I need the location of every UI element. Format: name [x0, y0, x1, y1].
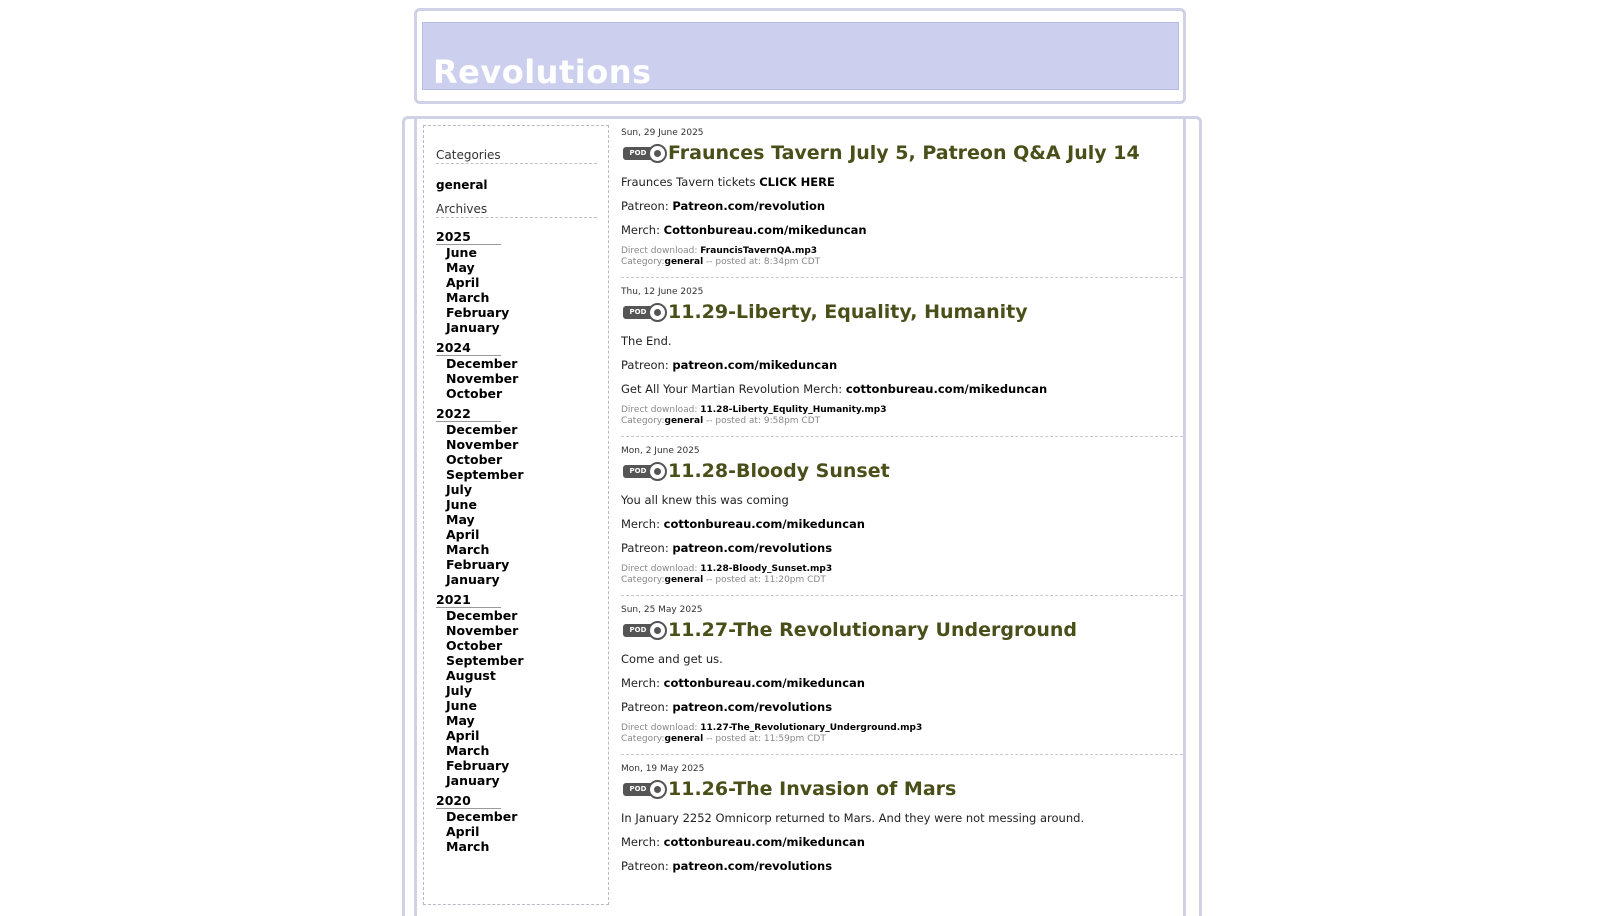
post-link[interactable]: CLICK HERE: [759, 175, 835, 189]
archive-month-link[interactable]: September: [446, 467, 524, 482]
post: [621, 287, 1183, 437]
post-line-text: Merch:: [621, 676, 664, 690]
archive-month-link[interactable]: May: [446, 713, 475, 728]
archive-month-link[interactable]: February: [446, 557, 510, 572]
archive-month-link[interactable]: February: [446, 758, 510, 773]
archive-month-link[interactable]: September: [446, 653, 524, 668]
post-title[interactable]: 11.26-The Invasion of Mars: [668, 778, 957, 800]
post-line-text: Patreon:: [621, 358, 673, 372]
post-link[interactable]: patreon.com/revolutions: [672, 700, 833, 714]
post-line-text: Fraunces Tavern tickets: [621, 175, 760, 189]
post-title-row: [621, 617, 1183, 643]
archive-month-link[interactable]: December: [446, 422, 518, 437]
posts-list: [621, 128, 1183, 892]
download-label: Direct download:: [621, 723, 701, 733]
archive-month-link[interactable]: July: [446, 482, 472, 497]
archive-month-link[interactable]: February: [446, 305, 510, 320]
archive-year-link[interactable]: 2024: [436, 341, 501, 356]
post-title[interactable]: Fraunces Tavern July 5, Patreon Q&A July 14: [668, 142, 1140, 164]
archive-month-link[interactable]: April: [446, 728, 480, 743]
post-text-line: [621, 517, 1183, 532]
download-line: [621, 246, 1183, 257]
archive-month-link[interactable]: November: [446, 437, 519, 452]
archive-month-link[interactable]: October: [446, 452, 503, 467]
pod-label: POD: [623, 147, 653, 160]
post-text-line: [621, 676, 1183, 691]
archive-month-link[interactable]: March: [446, 839, 490, 854]
post-line-text: Patreon:: [621, 859, 673, 873]
post-link[interactable]: cottonbureau.com/mikeduncan: [663, 835, 865, 849]
category-link[interactable]: general: [664, 257, 704, 267]
post: [621, 128, 1183, 278]
archive-month-link[interactable]: March: [446, 542, 490, 557]
archives-heading: Archives: [436, 202, 597, 218]
download-label: Direct download:: [621, 246, 701, 256]
category-link[interactable]: general: [664, 734, 704, 744]
post-link[interactable]: Patreon.com/revolution: [672, 199, 826, 213]
post-line-text: Merch:: [621, 835, 664, 849]
category-link-general[interactable]: general: [436, 178, 488, 192]
speaker-icon: [648, 780, 667, 799]
download-link[interactable]: 11.28-Liberty_Equlity_Humanity.mp3: [700, 405, 887, 415]
post-text-line: [621, 223, 1183, 238]
category-label: Category:: [621, 416, 665, 426]
download-link[interactable]: FrauncisTavernQA.mp3: [700, 246, 818, 256]
archive-year-link[interactable]: 2022: [436, 407, 501, 422]
post-text-line: [621, 334, 1183, 349]
posted-time: -- posted at: 11:59pm CDT: [703, 734, 826, 744]
post-text-line: [621, 835, 1183, 850]
category-link[interactable]: general: [664, 575, 704, 585]
archive-month-link[interactable]: May: [446, 512, 475, 527]
post-date: Thu, 12 June 2025: [621, 287, 704, 297]
archive-month-link[interactable]: April: [446, 275, 480, 290]
download-link[interactable]: 11.28-Bloody_Sunset.mp3: [700, 564, 833, 574]
sidebar: [423, 125, 609, 905]
post-line-text: Patreon:: [621, 199, 673, 213]
post-line-text: Merch:: [621, 223, 664, 237]
archive-month-link[interactable]: August: [446, 668, 496, 683]
speaker-icon: [648, 462, 667, 481]
pod-label: POD: [623, 306, 653, 319]
archive-month-link[interactable]: October: [446, 638, 503, 653]
post-title[interactable]: 11.29-Liberty, Equality, Humanity: [668, 301, 1028, 323]
post-text-line: [621, 382, 1183, 397]
archive-month-link[interactable]: April: [446, 527, 480, 542]
categories-heading: Categories: [436, 148, 597, 164]
post-link[interactable]: patreon.com/revolutions: [672, 541, 833, 555]
post-text-line: [621, 859, 1183, 874]
podcast-icon[interactable]: [621, 143, 665, 163]
site-title[interactable]: Revolutions: [433, 53, 652, 91]
speaker-icon: [648, 303, 667, 322]
post-text-line: [621, 175, 1183, 190]
category-line: [621, 575, 1183, 586]
category-line: [621, 257, 1183, 268]
archive-month-link[interactable]: November: [446, 623, 519, 638]
download-line: [621, 564, 1183, 575]
archive-month-link[interactable]: March: [446, 743, 490, 758]
post-date: Mon, 19 May 2025: [621, 764, 705, 774]
post-title[interactable]: 11.27-The Revolutionary Underground: [668, 619, 1078, 641]
speaker-icon: [648, 144, 667, 163]
archive-month-link[interactable]: June: [446, 245, 477, 260]
category-label: Category:: [621, 257, 665, 267]
archive-month-link[interactable]: June: [446, 698, 477, 713]
post-date: Sun, 25 May 2025: [621, 605, 703, 615]
download-link[interactable]: 11.27-The_Revolutionary_Underground.mp3: [700, 723, 923, 733]
posted-time: -- posted at: 9:58pm CDT: [703, 416, 821, 426]
pod-label: POD: [623, 465, 653, 478]
archive-month-link[interactable]: June: [446, 497, 477, 512]
category-line: [621, 416, 1183, 427]
podcast-icon[interactable]: [621, 302, 665, 322]
posted-time: -- posted at: 11:20pm CDT: [703, 575, 826, 585]
post-line-text: Patreon:: [621, 541, 673, 555]
archive-month-link[interactable]: October: [446, 386, 503, 401]
post-text-line: [621, 541, 1183, 556]
category-label: Category:: [621, 575, 665, 585]
post-date: Mon, 2 June 2025: [621, 446, 700, 456]
post-line-text: The End.: [621, 334, 672, 348]
category-label: Category:: [621, 734, 665, 744]
post-link[interactable]: cottonbureau.com/mikeduncan: [663, 517, 865, 531]
post-title-row: [621, 458, 1183, 484]
post-title[interactable]: 11.28-Bloody Sunset: [668, 460, 890, 482]
archive-year-link[interactable]: 2025: [436, 230, 501, 245]
post-link[interactable]: Cottonbureau.com/mikeduncan: [663, 223, 867, 237]
post-text-line: [621, 493, 1183, 508]
post-date: Sun, 29 June 2025: [621, 128, 704, 138]
post: [621, 764, 1183, 883]
podcast-icon[interactable]: [621, 779, 665, 799]
post-line-text: Come and get us.: [621, 652, 723, 666]
podcast-icon[interactable]: [621, 461, 665, 481]
archive-month-link[interactable]: December: [446, 356, 518, 371]
post-title-row: [621, 776, 1183, 802]
archive-year-link[interactable]: 2020: [436, 794, 501, 809]
archive-month-link[interactable]: December: [446, 809, 518, 824]
post-line-text: In January 2252 Omnicorp returned to Mars. And they were not messing around.: [621, 811, 1085, 825]
archive-month-link[interactable]: March: [446, 290, 490, 305]
archive-month-link[interactable]: January: [446, 572, 500, 587]
post-line-text: Patreon:: [621, 700, 673, 714]
archives-list: [436, 230, 601, 854]
post-link[interactable]: cottonbureau.com/mikeduncan: [663, 676, 865, 690]
download-line: [621, 405, 1183, 416]
post-text-line: [621, 199, 1183, 214]
post-title-row: [621, 299, 1183, 325]
podcast-icon[interactable]: [621, 620, 665, 640]
post-title-row: [621, 140, 1183, 166]
category-link[interactable]: general: [664, 416, 704, 426]
post-text-line: [621, 652, 1183, 667]
archive-month-link[interactable]: January: [446, 773, 500, 788]
archive-month-link[interactable]: December: [446, 608, 518, 623]
post-link[interactable]: patreon.com/revolutions: [672, 859, 833, 873]
download-line: [621, 723, 1183, 734]
post-text-line: [621, 700, 1183, 715]
archive-month-link[interactable]: May: [446, 260, 475, 275]
pod-label: POD: [623, 783, 653, 796]
post-text-line: [621, 811, 1183, 826]
posted-time: -- posted at: 8:34pm CDT: [703, 257, 821, 267]
pod-label: POD: [623, 624, 653, 637]
download-label: Direct download:: [621, 564, 701, 574]
post-line-text: Get All Your Martian Revolution Merch:: [621, 382, 846, 396]
post-link[interactable]: patreon.com/mikeduncan: [672, 358, 838, 372]
post: [621, 605, 1183, 755]
archive-year-link[interactable]: 2021: [436, 593, 501, 608]
archive-month-link[interactable]: July: [446, 683, 472, 698]
post: [621, 446, 1183, 596]
post-line-text: Merch:: [621, 517, 664, 531]
speaker-icon: [648, 621, 667, 640]
archive-month-link[interactable]: November: [446, 371, 519, 386]
download-label: Direct download:: [621, 405, 701, 415]
post-link[interactable]: cottonbureau.com/mikeduncan: [845, 382, 1048, 396]
post-text-line: [621, 358, 1183, 373]
archive-month-link[interactable]: January: [446, 320, 500, 335]
archive-month-link[interactable]: April: [446, 824, 480, 839]
category-line: [621, 734, 1183, 745]
post-line-text: You all knew this was coming: [621, 493, 789, 507]
